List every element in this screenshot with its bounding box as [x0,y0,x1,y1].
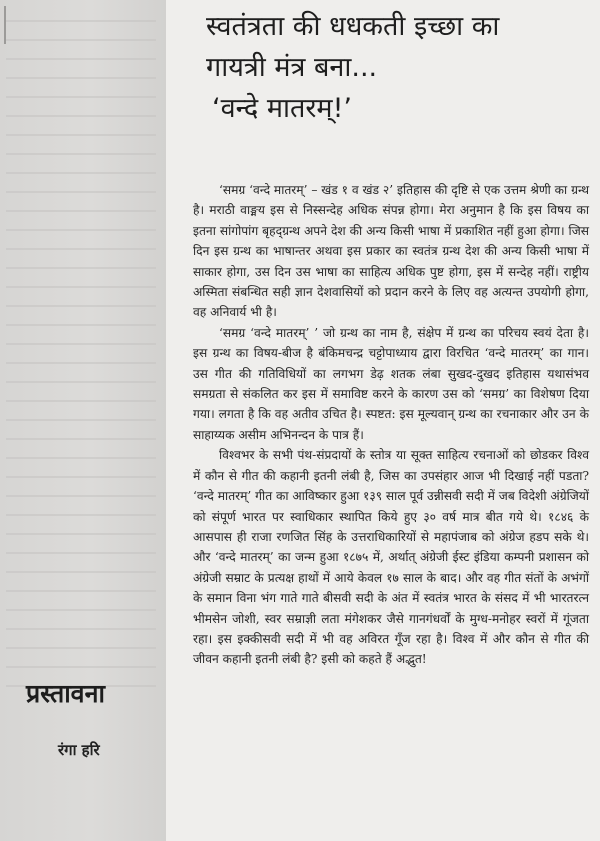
facing-page-bleed [0,0,166,841]
section-heading: प्रस्तावना [26,679,105,708]
title-line-2: गायत्री मंत्र बना... [206,52,378,83]
title-line-1: स्वतंत्रता की धधकती इच्छा का [206,11,500,42]
paragraph: ‘समग्र ‘वन्दे मातरम्’ ’ जो ग्रन्थ का नाम है, संक्षेप में ग्रन्थ का परिचय स्वयं देता है। इस ग्रन्थ का विषय-बीज है बंकिमचन्द्र चट्टोपाध्याय द्वारा विरचित ‘वन्दे मातरम्’ का गान। उस गीत की गतिविधियों का लगभग डेढ़ शतक लंबा सुखद-दुखद इतिहास यथासंभव समग्रता से संकलित कर इस में समाविष्ट करने के कारण उस को ‘समग्र’ का विशेषण दिया गया। लगता है कि वह अतीव उचित है। स्पष्टत: इस मूल्यवान् ग्रन्थ का रचनाकार और उन के साहाय्यक असीम अभिनन्दन के पात्र हैं। [193,325,589,442]
author-name: रंगा हरि [58,741,100,759]
body-text [193,180,589,670]
paragraph: ‘समग्र ‘वन्दे मातरम्’ – खंड १ व खंड २’ इतिहास की दृष्टि से एक उत्तम श्रेणी का ग्रन्थ है। मराठी वाङ्मय इस से निस्सन्देह अधिक संपन्न होगा। मेरा अनुमान है कि इस विषय का इतना सांगोपांग बृहद्ग्रन्थ अपने देश की अन्य किसी भाषा में प्रकाशित नहीं हुआ होगा। जिस दिन इस ग्रन्थ का भाषान्तर अथवा इस प्रकार का स्वतंत्र ग्रन्थ देश की अन्य किसी भाषा में साकार होगा, उस दिन उस भाषा का साहित्य अधिक पुष्ट होगा, इस में सन्देह नहीं। राष्ट्रीय अस्मिता संबन्धित सही ज्ञान देशवासियों को प्रदान करने के लिए वह अत्यन्त उपयोगी होगा, वह अनिवार्य भी है। [193,183,589,320]
title-line-3: ‘वन्दे मातरम्!’ [212,93,352,124]
page-title [206,6,586,129]
paragraph: विश्वभर के सभी पंथ-संप्रदायों के स्तोत्र या सूक्त साहित्य रचनाओं को छोडकर विश्व में कौन से गीत की कहानी इतनी लंबी है, जिस का उपसंहार आज भी दिखाई नहीं पडता? ‘वन्दे मातरम्’ गीत का आविष्कार हुआ १३९ साल पूर्व उन्नीसवी सदी में जब विदेशी अंग्रेजियों को संपूर्ण भारत पर स्वाधिकार स्थापित किये हुए ३० वर्ष मात्र बीत गये थे। १८४६ के आसपास ही राजा रणजित सिंह के उत्तराधिकारियों से महापंजाब को अंग्रेज हडप सके थे। और ‘वन्दे मातरम्’ का जन्म हुआ १८७५ में, अर्थात् अंग्रेजी ईस्ट इंडिया कम्पनी प्रशासन को अंग्रेजी सम्राट के प्रत्यक्ष हाथों में आये केवल १७ साल के बाद। और वह गीत संतों के अभंगों के समान विना भंग गाते गाते बीसवी सदी के अंत में स्वतंत्र भारत के संसद में भी भारतरत्न भीमसेन जोशी, स्वर सम्राज्ञी लता मंगेशकर जैसे गानगंधर्वों के मुग्ध-मनोहर स्वरों में गूंजता रहा। इस इक्कीसवी सदी में भी वह अविरत गूँज रहा है। विश्व में और कौन से गीत की जीवन कहानी इतनी लंबी है? इसी को कहते हैं अद्भुत! [193,448,589,667]
show-through-text [6,20,156,704]
